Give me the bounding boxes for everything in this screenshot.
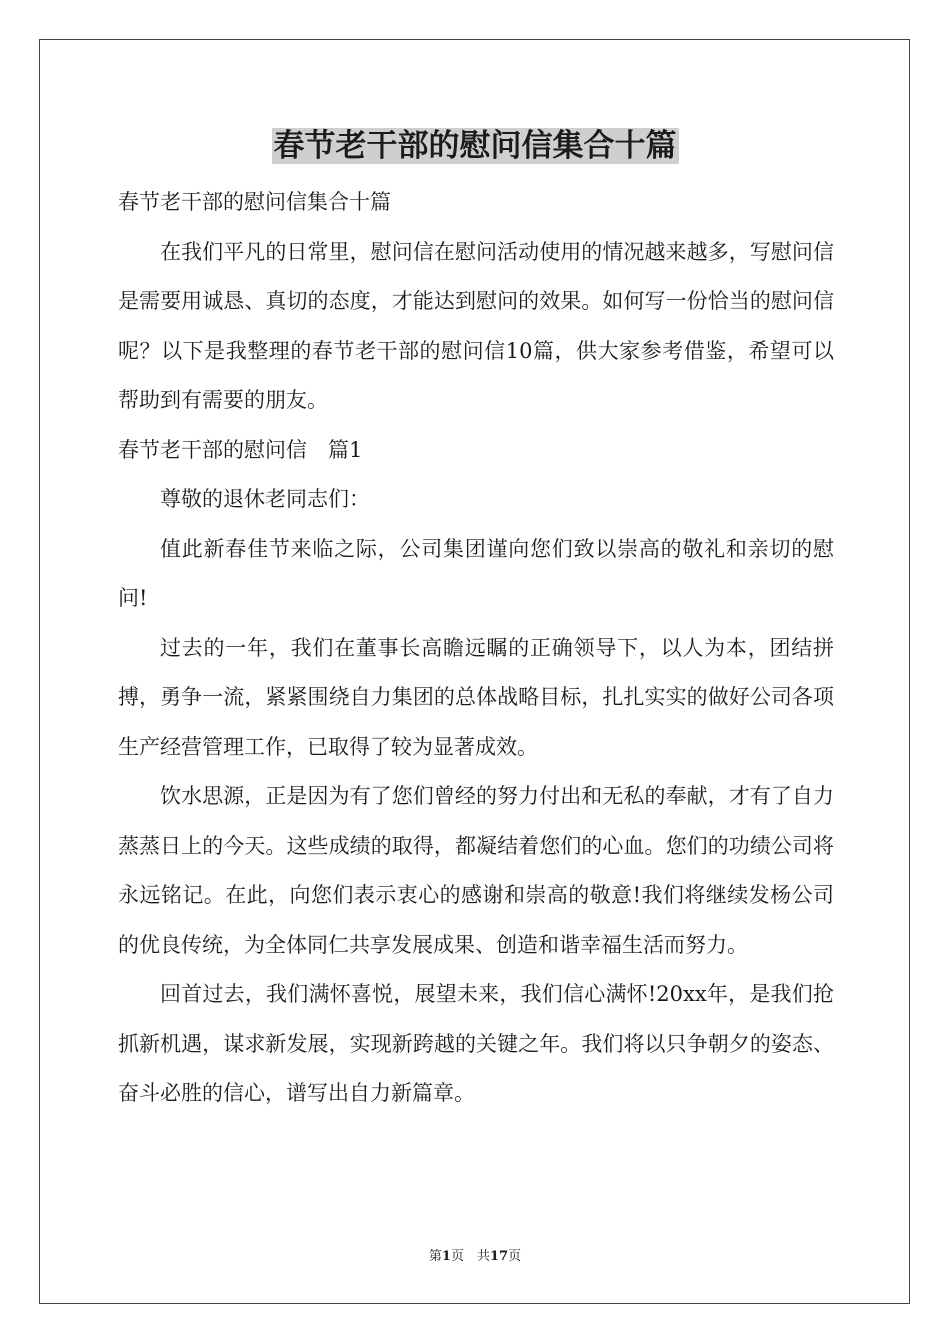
document-title-text: 春节老干部的慰问信集合十篇 [273, 128, 677, 164]
document-body [118, 178, 834, 1119]
salutation: 尊敬的退休老同志们： [160, 487, 370, 511]
footer-current-page: 1 [441, 1249, 451, 1264]
document-title [0, 124, 950, 168]
page-footer [0, 1248, 950, 1266]
body-paragraph-2: 过去的一年，我们在董事长高瞻远瞩的正确领导下，以人为本，团结拼搏，勇争一流，紧紧围绕自力集团的总体战略目标，扎扎实实的做好公司各项生产经营管理工作，已取得了较为显著成效。 [118, 635, 834, 759]
footer-total-pages: 17 [489, 1249, 509, 1264]
footer-page-suffix: 页 共 [450, 1249, 490, 1264]
footer-total-suffix: 页 [508, 1249, 522, 1264]
section-heading: 春节老干部的慰问信 篇1 [118, 437, 363, 462]
document-subtitle: 春节老干部的慰问信集合十篇 [118, 190, 391, 214]
body-paragraph-3: 饮水思源，正是因为有了您们曾经的努力付出和无私的奉献，才有了自力蒸蒸日上的今天。这些成绩的取得，都凝结着您们的心血。您们的功绩公司将永远铭记。在此，向您们表示衷心的感谢和崇高的敬意!我们将继续发杨公司的优良传统，为全体同仁共享发展成果、创造和谐幸福生活而努力。 [118, 784, 834, 957]
body-paragraph-4: 回首过去，我们满怀喜悦，展望未来，我们信心满怀!20xx年，是我们抢抓新机遇，谋求新发展，实现新跨越的关键之年。我们将以只争朝夕的姿态、奋斗必胜的信心，谱写出自力新篇章。 [118, 982, 834, 1105]
footer-page-prefix: 第 [428, 1249, 442, 1264]
intro-paragraph: 在我们平凡的日常里，慰问信在慰问活动使用的情况越来越多，写慰问信是需要用诚恳、真切的态度，才能达到慰问的效果。如何写一份恰当的慰问信呢？以下是我整理的春节老干部的慰问信10篇，供大家参考借鉴，希望可以帮助到有需要的朋友。 [118, 239, 834, 412]
body-paragraph-1: 值此新春佳节来临之际，公司集团谨向您们致以崇高的敬礼和亲切的慰问! [118, 536, 834, 610]
